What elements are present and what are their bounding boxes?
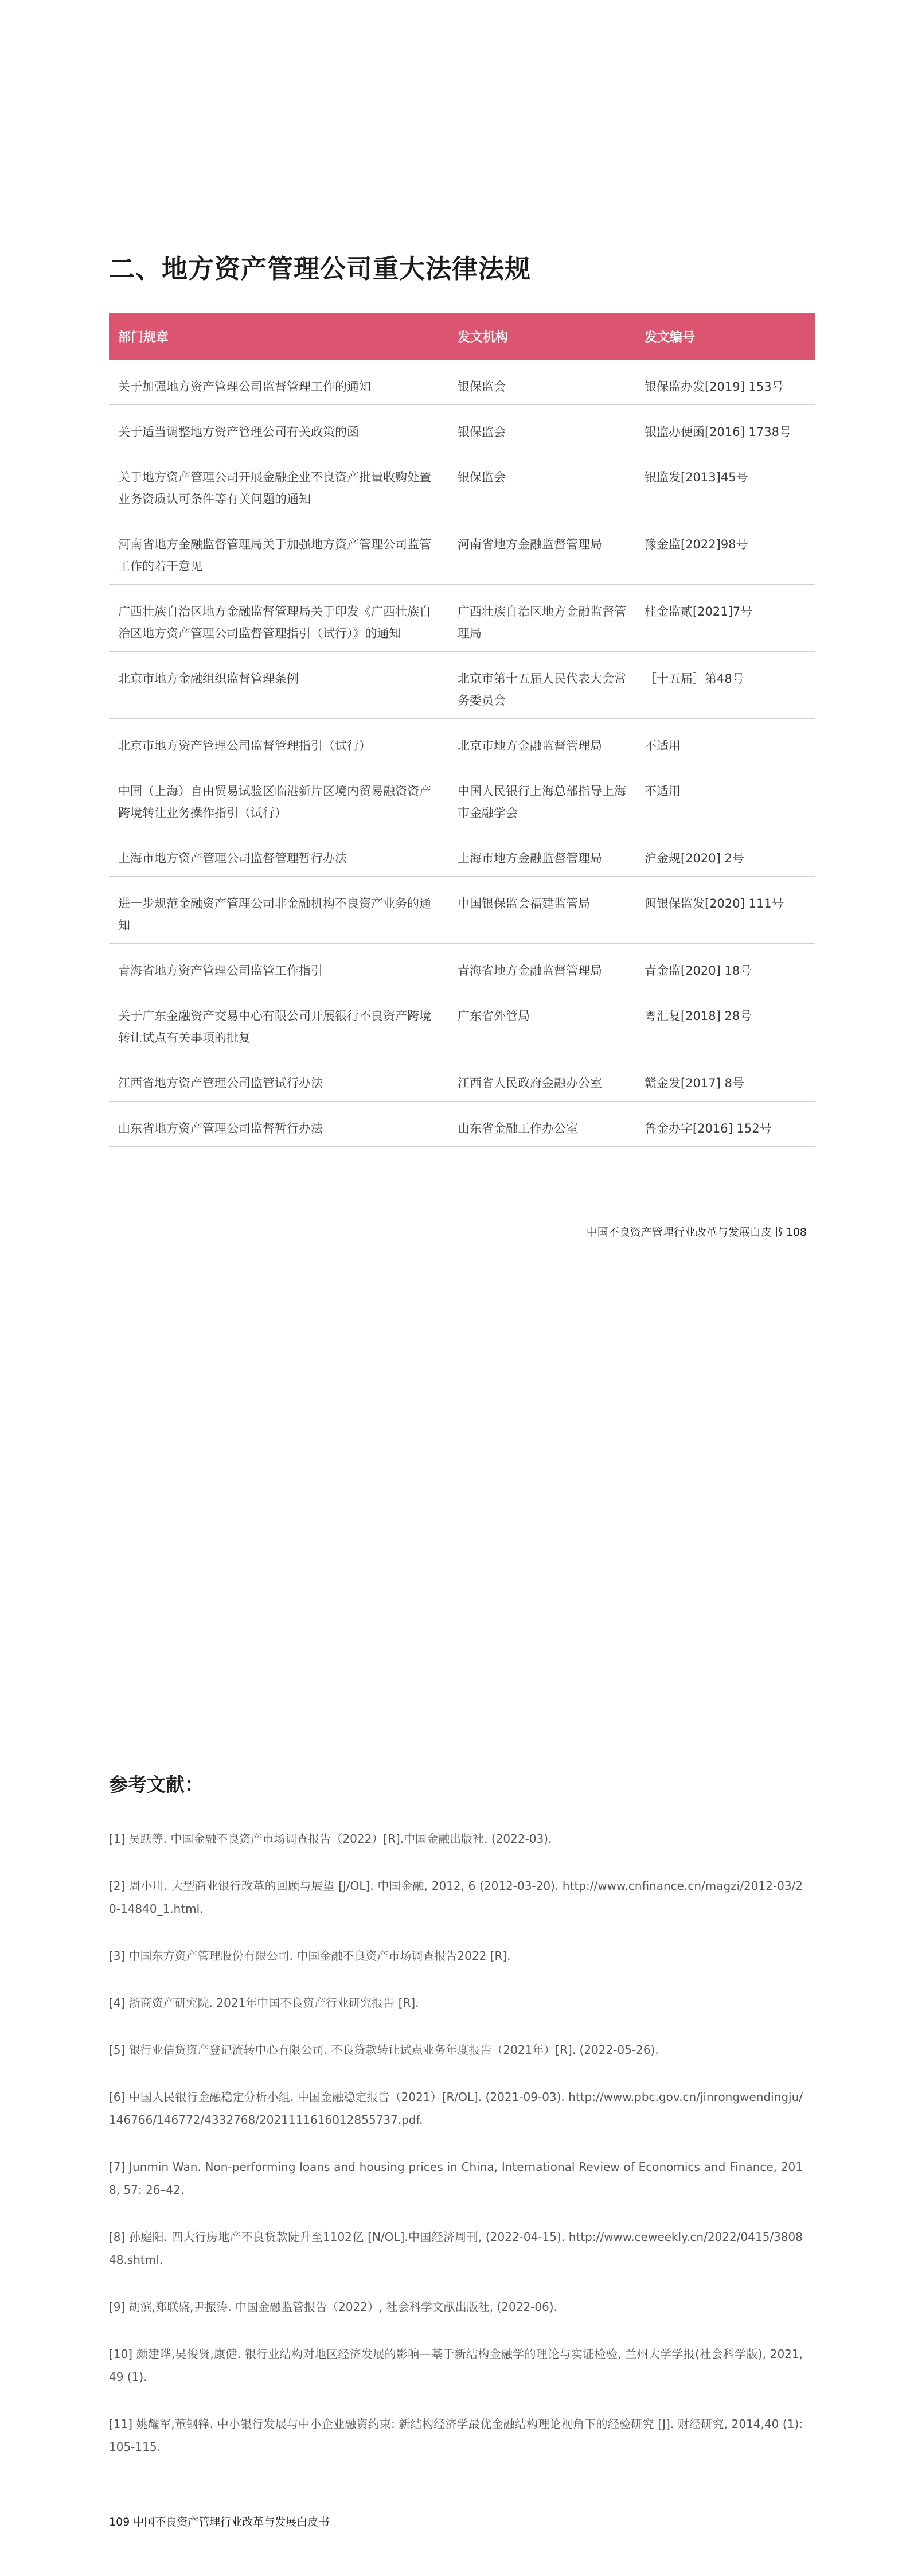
cell-doc-number: 桂金监贰[2021]7号 <box>635 585 815 652</box>
table-row <box>109 1102 815 1147</box>
cell-doc-number: 鲁金办字[2016] 152号 <box>635 1102 815 1147</box>
cell-issuer: 江西省人民政府金融办公室 <box>448 1056 635 1102</box>
page-footer-right: 中国不良资产管理行业改革与发展白皮书 108 <box>586 1226 807 1239</box>
cell-regulation: 中国（上海）自由贸易试验区临港新片区境内贸易融资资产跨境转让业务操作指引（试行） <box>109 764 448 831</box>
table-row <box>109 517 815 585</box>
table-body <box>109 360 815 1147</box>
cell-doc-number: 银监办便函[2016] 1738号 <box>635 405 815 450</box>
cell-issuer: 北京市地方金融监督管理局 <box>448 719 635 764</box>
reference-item: [2] 周小川. 大型商业银行改革的回顾与展望 [J/OL]. 中国金融, 2012, 6 (2012-03-20). http://www.cnfinance.cn/magzi/2012-03/20-14840_1.html. <box>109 1879 803 1916</box>
header-doc-number: 发文编号 <box>635 313 815 360</box>
cell-regulation: 关于地方资产管理公司开展金融企业不良资产批量收购处置业务资质认可条件等有关问题的通知 <box>109 450 448 517</box>
cell-issuer: 上海市地方金融监督管理局 <box>448 831 635 877</box>
cell-doc-number: 不适用 <box>635 764 815 831</box>
table-row <box>109 764 815 831</box>
references-title: 参考文献： <box>109 1773 204 1796</box>
cell-doc-number: 银保监办发[2019] 153号 <box>635 360 815 405</box>
section-title: 二、地方资产管理公司重大法律法规 <box>109 254 532 284</box>
table-row <box>109 989 815 1056</box>
reference-item: [6] 中国人民银行金融稳定分析小组. 中国金融稳定报告（2021）[R/OL]. (2021-09-03). http://www.pbc.gov.cn/jinrongwendingju/146766/146772/4332768/2021111616012855737.pdf. <box>109 2090 803 2127</box>
table-row <box>109 944 815 989</box>
table-row <box>109 585 815 652</box>
cell-issuer: 中国银保监会福建监管局 <box>448 877 635 944</box>
table-row <box>109 1056 815 1102</box>
reference-item: [10] 颜建晔,吴俊贤,康健. 银行业结构对地区经济发展的影响—基于新结构金融学的理论与实证检验, 兰州大学学报(社会科学版), 2021, 49 (1). <box>109 2347 803 2384</box>
regulations-table <box>109 313 815 1147</box>
cell-doc-number: 青金监[2020] 18号 <box>635 944 815 989</box>
cell-regulation: 江西省地方资产管理公司监管试行办法 <box>109 1056 448 1102</box>
header-issuer: 发文机构 <box>448 313 635 360</box>
cell-issuer: 山东省金融工作办公室 <box>448 1102 635 1147</box>
cell-issuer: 河南省地方金融监督管理局 <box>448 517 635 585</box>
cell-doc-number: 闽银保监发[2020] 111号 <box>635 877 815 944</box>
cell-doc-number: 粤汇复[2018] 28号 <box>635 989 815 1056</box>
cell-regulation: 北京市地方资产管理公司监督管理指引（试行） <box>109 719 448 764</box>
header-regulation: 部门规章 <box>109 313 448 360</box>
page-footer-left: 109 中国不良资产管理行业改革与发展白皮书 <box>109 2516 330 2528</box>
cell-issuer: 广西壮族自治区地方金融监督管理局 <box>448 585 635 652</box>
cell-doc-number: 赣金发[2017] 8号 <box>635 1056 815 1102</box>
reference-item: [8] 孙庭阳. 四大行房地产不良贷款陡升至1102亿 [N/OL].中国经济周刊, (2022-04-15). http://www.ceweekly.cn/2022/0415/380848.shtml. <box>109 2230 803 2267</box>
cell-regulation: 进一步规范金融资产管理公司非金融机构不良资产业务的通知 <box>109 877 448 944</box>
cell-issuer: 青海省地方金融监督管理局 <box>448 944 635 989</box>
reference-item: [4] 浙商资产研究院. 2021年中国不良资产行业研究报告 [R]. <box>109 1996 419 2010</box>
cell-regulation: 关于广东金融资产交易中心有限公司开展银行不良资产跨境转让试点有关事项的批复 <box>109 989 448 1056</box>
cell-issuer: 中国人民银行上海总部指导上海市金融学会 <box>448 764 635 831</box>
reference-item: [11] 姚耀军,董钢锋. 中小银行发展与中小企业融资约束: 新结构经济学最优金融结构理论视角下的经验研究 [J]. 财经研究, 2014,40 (1): 105-115. <box>109 2417 803 2454</box>
table-row <box>109 652 815 719</box>
reference-item: [3] 中国东方资产管理股份有限公司. 中国金融不良资产市场调查报告2022 [R]. <box>109 1949 511 1963</box>
table-row <box>109 831 815 877</box>
cell-issuer: 银保监会 <box>448 360 635 405</box>
reference-item: [7] Junmin Wan. Non-performing loans and housing prices in China, International Review of Economics and Finance, 2018, 57: 26–42. <box>109 2160 803 2197</box>
table-row <box>109 719 815 764</box>
cell-regulation: 北京市地方金融组织监督管理条例 <box>109 652 448 719</box>
reference-item: [5] 银行业信贷资产登记流转中心有限公司. 不良贷款转让试点业务年度报告（2021年）[R]. (2022-05-26). <box>109 2043 659 2057</box>
cell-issuer: 银保监会 <box>448 450 635 517</box>
table-row <box>109 405 815 450</box>
table-header <box>109 313 815 360</box>
cell-doc-number: 豫金监[2022]98号 <box>635 517 815 585</box>
cell-issuer: 广东省外管局 <box>448 989 635 1056</box>
reference-item: [1] 吴跃等. 中国金融不良资产市场调查报告（2022）[R].中国金融出版社. (2022-03). <box>109 1832 552 1846</box>
cell-issuer: 北京市第十五届人民代表大会常务委员会 <box>448 652 635 719</box>
cell-regulation: 上海市地方资产管理公司监督管理暂行办法 <box>109 831 448 877</box>
cell-regulation: 广西壮族自治区地方金融监督管理局关于印发《广西壮族自治区地方资产管理公司监督管理指引（试行）》的通知 <box>109 585 448 652</box>
cell-issuer: 银保监会 <box>448 405 635 450</box>
cell-regulation: 关于适当调整地方资产管理公司有关政策的函 <box>109 405 448 450</box>
table-row <box>109 450 815 517</box>
cell-doc-number: ［十五届］第48号 <box>635 652 815 719</box>
cell-doc-number: 沪金规[2020] 2号 <box>635 831 815 877</box>
table-row <box>109 877 815 944</box>
cell-regulation: 青海省地方资产管理公司监管工作指引 <box>109 944 448 989</box>
cell-doc-number: 不适用 <box>635 719 815 764</box>
cell-regulation: 关于加强地方资产管理公司监督管理工作的通知 <box>109 360 448 405</box>
reference-item: [9] 胡滨,郑联盛,尹振涛. 中国金融监管报告（2022）, 社会科学文献出版社, (2022-06). <box>109 2300 557 2314</box>
cell-regulation: 河南省地方金融监督管理局关于加强地方资产管理公司监管工作的若干意见 <box>109 517 448 585</box>
table-row <box>109 360 815 405</box>
cell-doc-number: 银监发[2013]45号 <box>635 450 815 517</box>
references-list <box>109 1827 803 2482</box>
cell-regulation: 山东省地方资产管理公司监督暂行办法 <box>109 1102 448 1147</box>
